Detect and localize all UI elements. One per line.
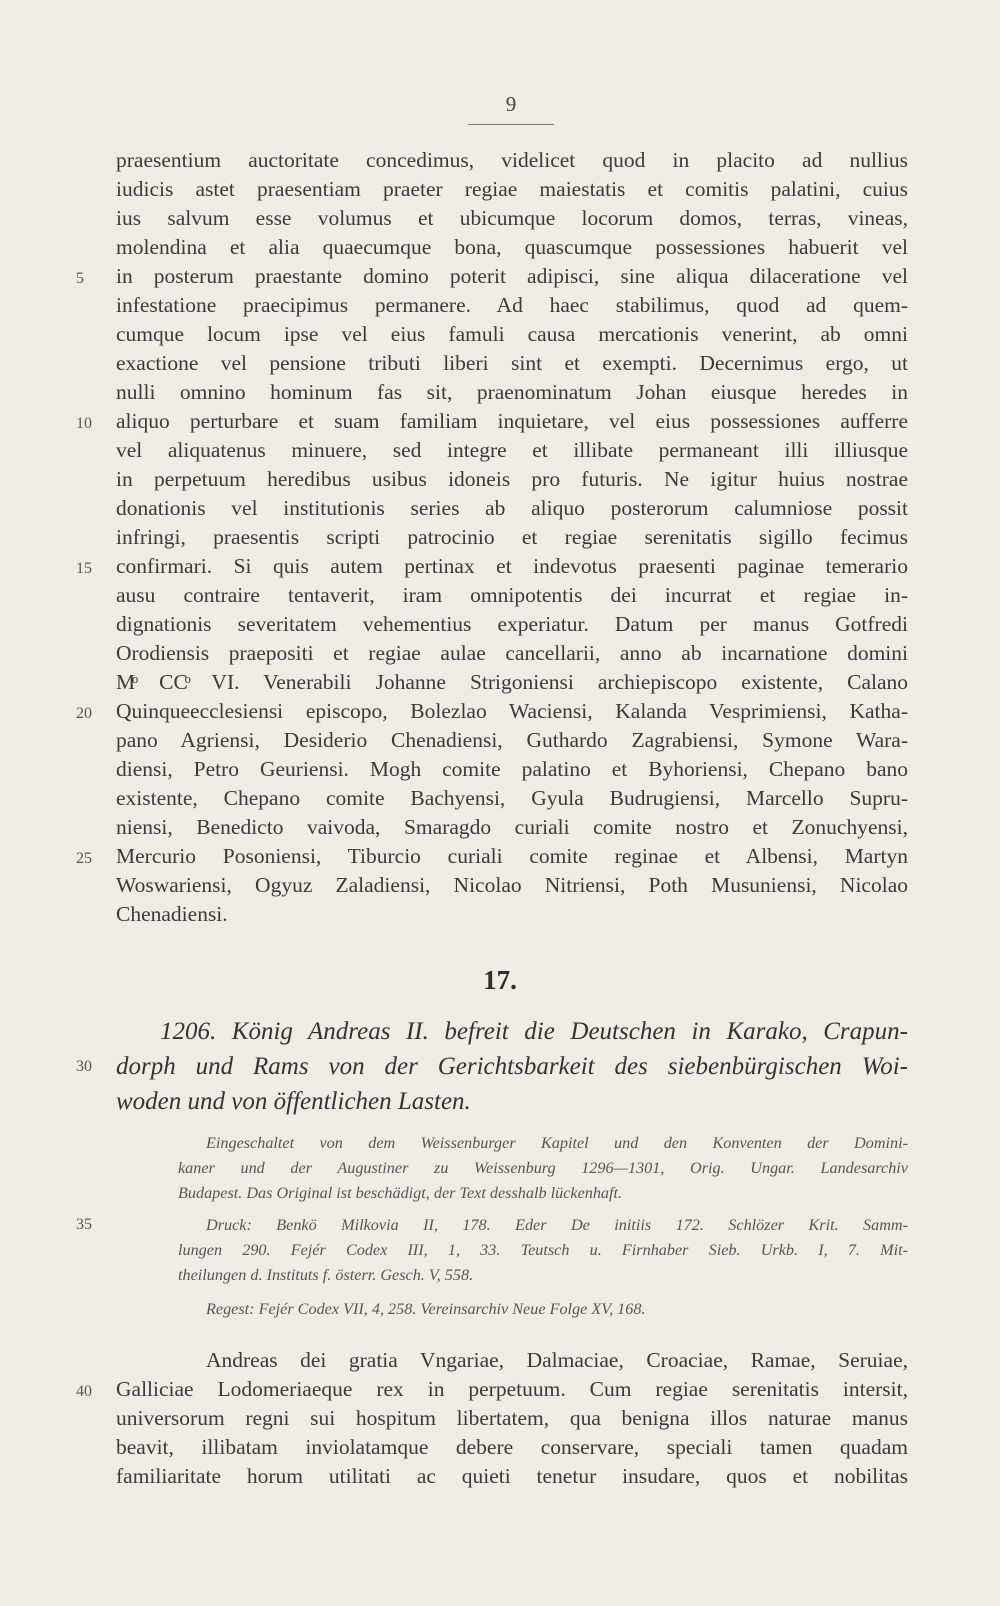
text-line: Quinqueecclesiensi episcopo, Bolezlao Waciensi, Kalanda Vesprimiensi, Katha- (116, 699, 908, 723)
note-line: lungen 290. Fejér Codex III, 1, 33. Teutsch u. Firnhaber Sieb. Urkb. I, 7. Mit- (178, 1241, 908, 1259)
text-line: in perpetuum heredibus usibus idoneis pro futuris. Ne igitur huius nostrae (116, 467, 908, 491)
note-line: Druck: Benkö Milkovia II, 178. Eder De initiis 172. Schlözer Krit. Samm- (206, 1216, 908, 1234)
note-line: Eingeschaltet von dem Weissenburger Kapitel und den Konventen der Domini- (206, 1134, 908, 1152)
text-line: confirmari. Si quis autem pertinax et indevotus praesenti paginae temerario (116, 554, 908, 578)
title-line: dorph und Rams von der Gerichtsbarkeit des siebenbürgischen Woi- (116, 1053, 908, 1080)
text-line: donationis vel institutionis series ab aliquo posterorum calumniose possit (116, 496, 908, 520)
line-number: 40 (76, 1383, 92, 1400)
title-line: 1206. König Andreas II. befreit die Deutschen in Karako, Crapun- (160, 1018, 908, 1045)
page-number: 9 (505, 92, 517, 116)
text-line: niensi, Benedicto vaivoda, Smaragdo curiali comite nostro et Zonuchyensi, (116, 815, 908, 839)
line-number: 25 (76, 850, 92, 867)
document-number: 17. (483, 965, 517, 995)
note-line: Regest: Fejér Codex VII, 4, 258. Vereinsarchiv Neue Folge XV, 168. (206, 1300, 646, 1318)
text-line: existente, Chepano comite Bachyensi, Gyula Budrugiensi, Marcello Supru- (116, 786, 908, 810)
title-line: woden und von öffentlichen Lasten. (116, 1088, 471, 1115)
line-number: 5 (76, 270, 84, 287)
text-line: diensi, Petro Geuriensi. Mogh comite palatino et Byhoriensi, Chepano bano (116, 757, 908, 781)
text-line: Mercurio Posoniensi, Tiburcio curiali comite reginae et Albensi, Martyn (116, 844, 908, 868)
text-line: in posterum praestante domino poterit adipisci, sine aliqua dilaceratione vel (116, 264, 908, 288)
text-line: iudicis astet praesentiam praeter regiae maiestatis et comitis palatini, cuius (116, 177, 908, 201)
text-line: nulli omnino hominum fas sit, praenominatum Johan eiusque heredes in (116, 380, 908, 404)
text-line: Mͦ CCͦ VI. Venerabili Johanne Strigoniensi archiepiscopo existente, Calano (116, 670, 908, 694)
text-line: pano Agriensi, Desiderio Chenadiensi, Guthardo Zagrabiensi, Symone Wara- (116, 728, 908, 752)
line-number: 30 (76, 1058, 92, 1075)
line-number: 35 (76, 1216, 92, 1233)
text-line: Orodiensis praepositi et regiae aulae cancellarii, anno ab incarnatione domini (116, 641, 908, 665)
text-line: familiaritate horum utilitati ac quieti tenetur insudare, quos et nobilitas (116, 1464, 908, 1488)
text-line: praesentium auctoritate concedimus, videlicet quod in placito ad nullius (116, 148, 908, 172)
line-number: 15 (76, 560, 92, 577)
text-line: exactione vel pensione tributi liberi sint et exempti. Decernimus ergo, ut (116, 351, 908, 375)
text-line: molendina et alia quaecumque bona, quascumque possessiones habuerit vel (116, 235, 908, 259)
text-line: ausu contraire tentaverit, iram omnipotentis dei incurrat et regiae in- (116, 583, 908, 607)
text-line: beavit, illibatam inviolatamque debere conservare, speciali tamen quadam (116, 1435, 908, 1459)
note-line: Budapest. Das Original ist beschädigt, der Text desshalb lückenhaft. (178, 1184, 623, 1202)
text-line: aliquo perturbare et suam familiam inquietare, vel eius possessiones aufferre (116, 409, 908, 433)
text-line: Galliciae Lodomeriaeque rex in perpetuum. Cum regiae serenitatis intersit, (116, 1377, 908, 1401)
text-line: Chenadiensi. (116, 902, 228, 926)
line-number: 10 (76, 415, 92, 432)
text-line: Andreas dei gratia Vngariae, Dalmaciae, Croaciae, Ramae, Seruiae, (206, 1348, 908, 1372)
note-line: theilungen d. Instituts f. österr. Gesch. V, 558. (178, 1266, 474, 1284)
text-line: cumque locum ipse vel eius famuli causa mercationis venerint, ab omni (116, 322, 908, 346)
line-number: 20 (76, 705, 92, 722)
page-number-rule (468, 124, 554, 125)
text-line: infestatione praecipimus permanere. Ad haec stabilimus, quod ad quem- (116, 293, 908, 317)
text-line: Woswariensi, Ogyuz Zaladiensi, Nicolao Nitriensi, Poth Musuniensi, Nicolao (116, 873, 908, 897)
note-line: kaner und der Augustiner zu Weissenburg 1296—1301, Orig. Ungar. Landesarchiv (178, 1159, 908, 1177)
text-line: dignationis severitatem vehementius experiatur. Datum per manus Gotfredi (116, 612, 908, 636)
text-line: infringi, praesentis scripti patrocinio et regiae serenitatis sigillo fecimus (116, 525, 908, 549)
text-line: universorum regni sui hospitum libertatem, qua benigna illos naturae manus (116, 1406, 908, 1430)
text-line: ius salvum esse volumus et ubicumque locorum domos, terras, vineas, (116, 206, 908, 230)
text-line: vel aliquatenus minuere, sed integre et illibate permaneant illi illiusque (116, 438, 908, 462)
